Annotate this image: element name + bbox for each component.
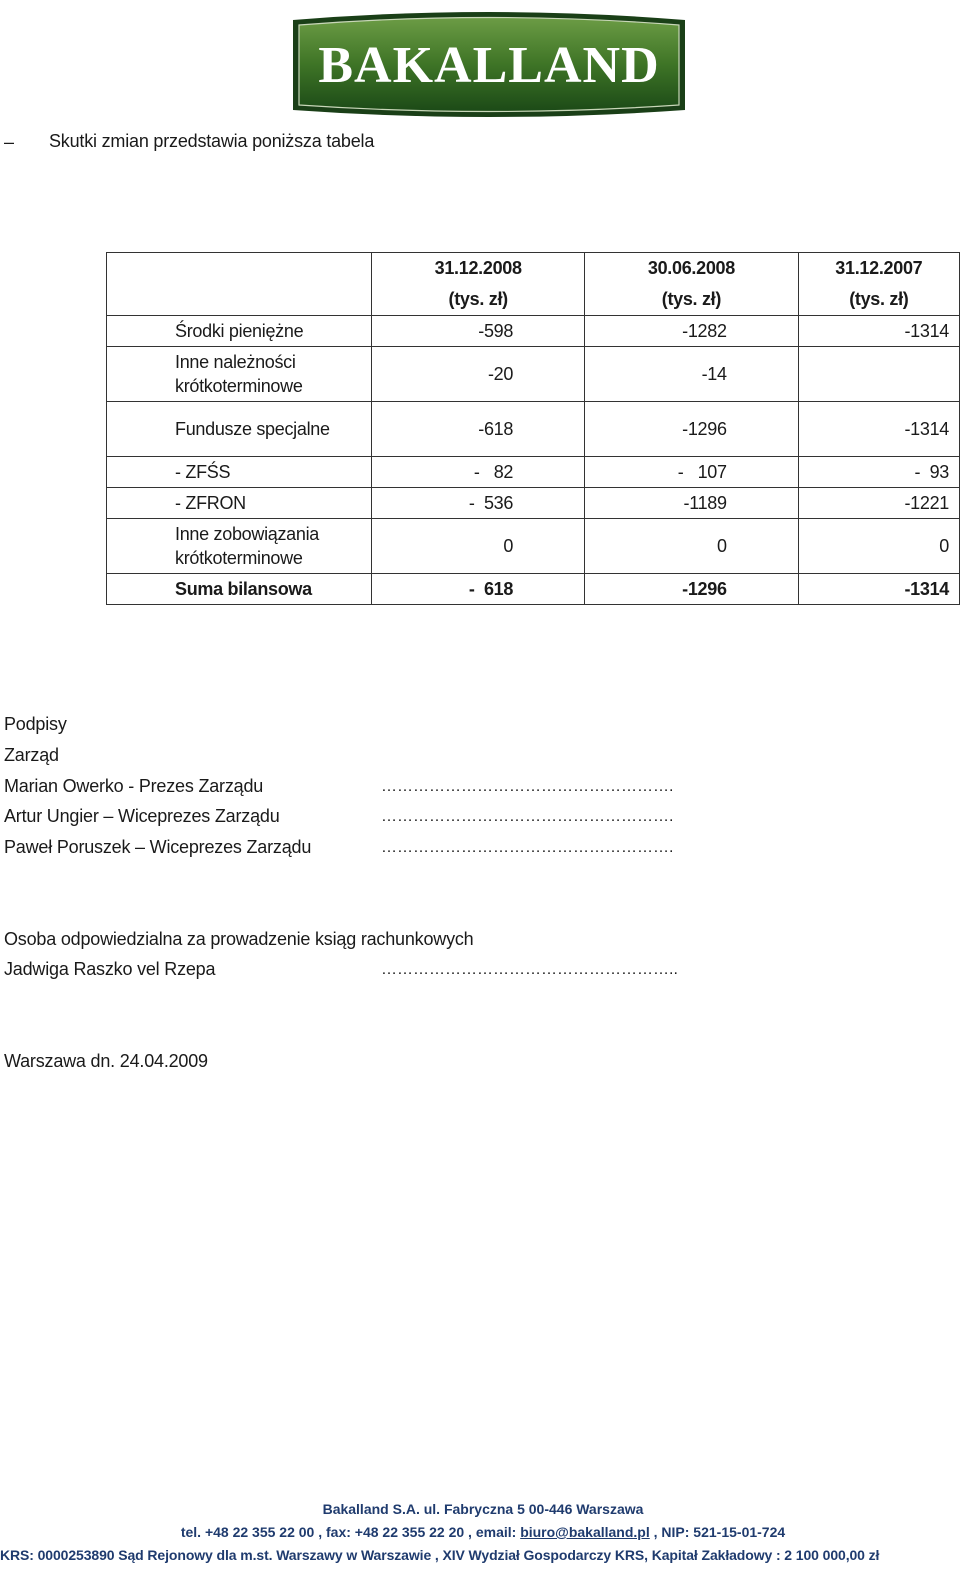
accountant-name: Jadwiga Raszko vel Rzepa — [4, 959, 216, 979]
table-header-row — [107, 253, 960, 285]
row-value: -1221 — [798, 488, 959, 519]
bullet-dash: – — [4, 132, 15, 152]
row-value: - 536 — [372, 488, 585, 519]
row-value: -1314 — [798, 316, 959, 347]
footer-registry: KRS: 0000253890 Sąd Rejonowy dla m.st. Warszawy w Warszawie , XIV Wydział Gospodarczy KRS, Kapitał Zakładowy : 2 100 000,00 zł — [0, 1547, 880, 1563]
row-value — [798, 347, 959, 402]
footer-email-link[interactable]: biuro@bakalland.pl — [520, 1524, 650, 1540]
row-label: Środki pieniężne — [107, 316, 372, 347]
row-value: -1314 — [798, 402, 959, 457]
footer-contact — [0, 1524, 960, 1540]
header-date: 31.12.2008 — [434, 258, 522, 278]
header-date-cell — [798, 253, 959, 285]
row-value: -618 — [372, 402, 585, 457]
bakalland-logo — [287, 10, 691, 120]
table-row — [107, 488, 960, 519]
row-value: - 107 — [585, 457, 799, 488]
row-label: - ZFRON — [107, 488, 372, 519]
row-value: 0 — [585, 519, 799, 574]
row-value: -1282 — [585, 316, 799, 347]
row-value: 0 — [372, 519, 585, 574]
signature-line: ……………………………………………….. — [381, 961, 678, 978]
row-label: Fundusze specjalne — [107, 402, 372, 457]
row-value: -20 — [372, 347, 585, 402]
signatory-name: Paweł Poruszek – Wiceprezes Zarządu — [4, 837, 312, 857]
table-row — [107, 347, 960, 402]
row-label: Suma bilansowa — [107, 574, 372, 605]
header-unit: (tys. zł) — [448, 289, 508, 309]
header-unit: (tys. zł) — [661, 289, 722, 309]
row-value: - 93 — [798, 457, 959, 488]
place-date: Warszawa dn. 24.04.2009 — [4, 1051, 208, 1071]
row-value: -598 — [372, 316, 585, 347]
signature-line: ………………………………………………. — [381, 778, 674, 795]
footer-address: Bakalland S.A. ul. Fabryczna 5 00-446 Warszawa — [322, 1501, 644, 1517]
intro-text: Skutki zmian przedstawia poniższa tabela — [49, 131, 375, 151]
header-date: 30.06.2008 — [647, 258, 735, 278]
row-label: Inne należności krótkoterminowe — [107, 347, 372, 402]
row-value: -1314 — [798, 574, 959, 605]
footer-contact-suffix: , NIP: 521-15-01-724 — [649, 1524, 786, 1540]
table-row — [107, 457, 960, 488]
row-value: -14 — [585, 347, 799, 402]
header-unit-cell — [585, 284, 799, 316]
row-value: - 618 — [372, 574, 585, 605]
table-row — [107, 402, 960, 457]
signatory-name: Marian Owerko - Prezes Zarządu — [4, 776, 264, 796]
row-value: -1296 — [585, 402, 799, 457]
footer-contact-prefix: tel. +48 22 355 22 00 , fax: +48 22 355 22 20 , email: — [180, 1524, 521, 1540]
row-label: Inne zobowiązania krótkoterminowe — [107, 519, 372, 574]
row-label: - ZFŚS — [107, 457, 372, 488]
table-row — [107, 519, 960, 574]
row-value: -1189 — [585, 488, 799, 519]
table-total-row — [107, 574, 960, 605]
signature-line: ………………………………………………. — [381, 808, 674, 825]
table-row — [107, 316, 960, 347]
row-value: -1296 — [585, 574, 799, 605]
header-date-cell — [372, 253, 585, 285]
signatory-name: Artur Ungier – Wiceprezes Zarządu — [4, 806, 280, 826]
signatures-heading: Podpisy — [4, 714, 67, 734]
header-date: 31.12.2007 — [835, 258, 923, 278]
signature-line: ………………………………………………. — [381, 839, 674, 856]
accountant-heading: Osoba odpowiedzialna za prowadzenie ksiąg rachunkowych — [4, 929, 474, 949]
header-date-cell — [585, 253, 799, 285]
header-empty-cell — [107, 253, 372, 316]
header-unit-cell — [372, 284, 585, 316]
header-unit: (tys. zł) — [849, 289, 909, 309]
logo-text: BAKALLAND — [318, 37, 660, 94]
balance-changes-table — [106, 252, 960, 605]
row-value: 0 — [798, 519, 959, 574]
row-value: - 82 — [372, 457, 585, 488]
header-unit-cell — [798, 284, 959, 316]
board-heading: Zarząd — [4, 745, 59, 765]
